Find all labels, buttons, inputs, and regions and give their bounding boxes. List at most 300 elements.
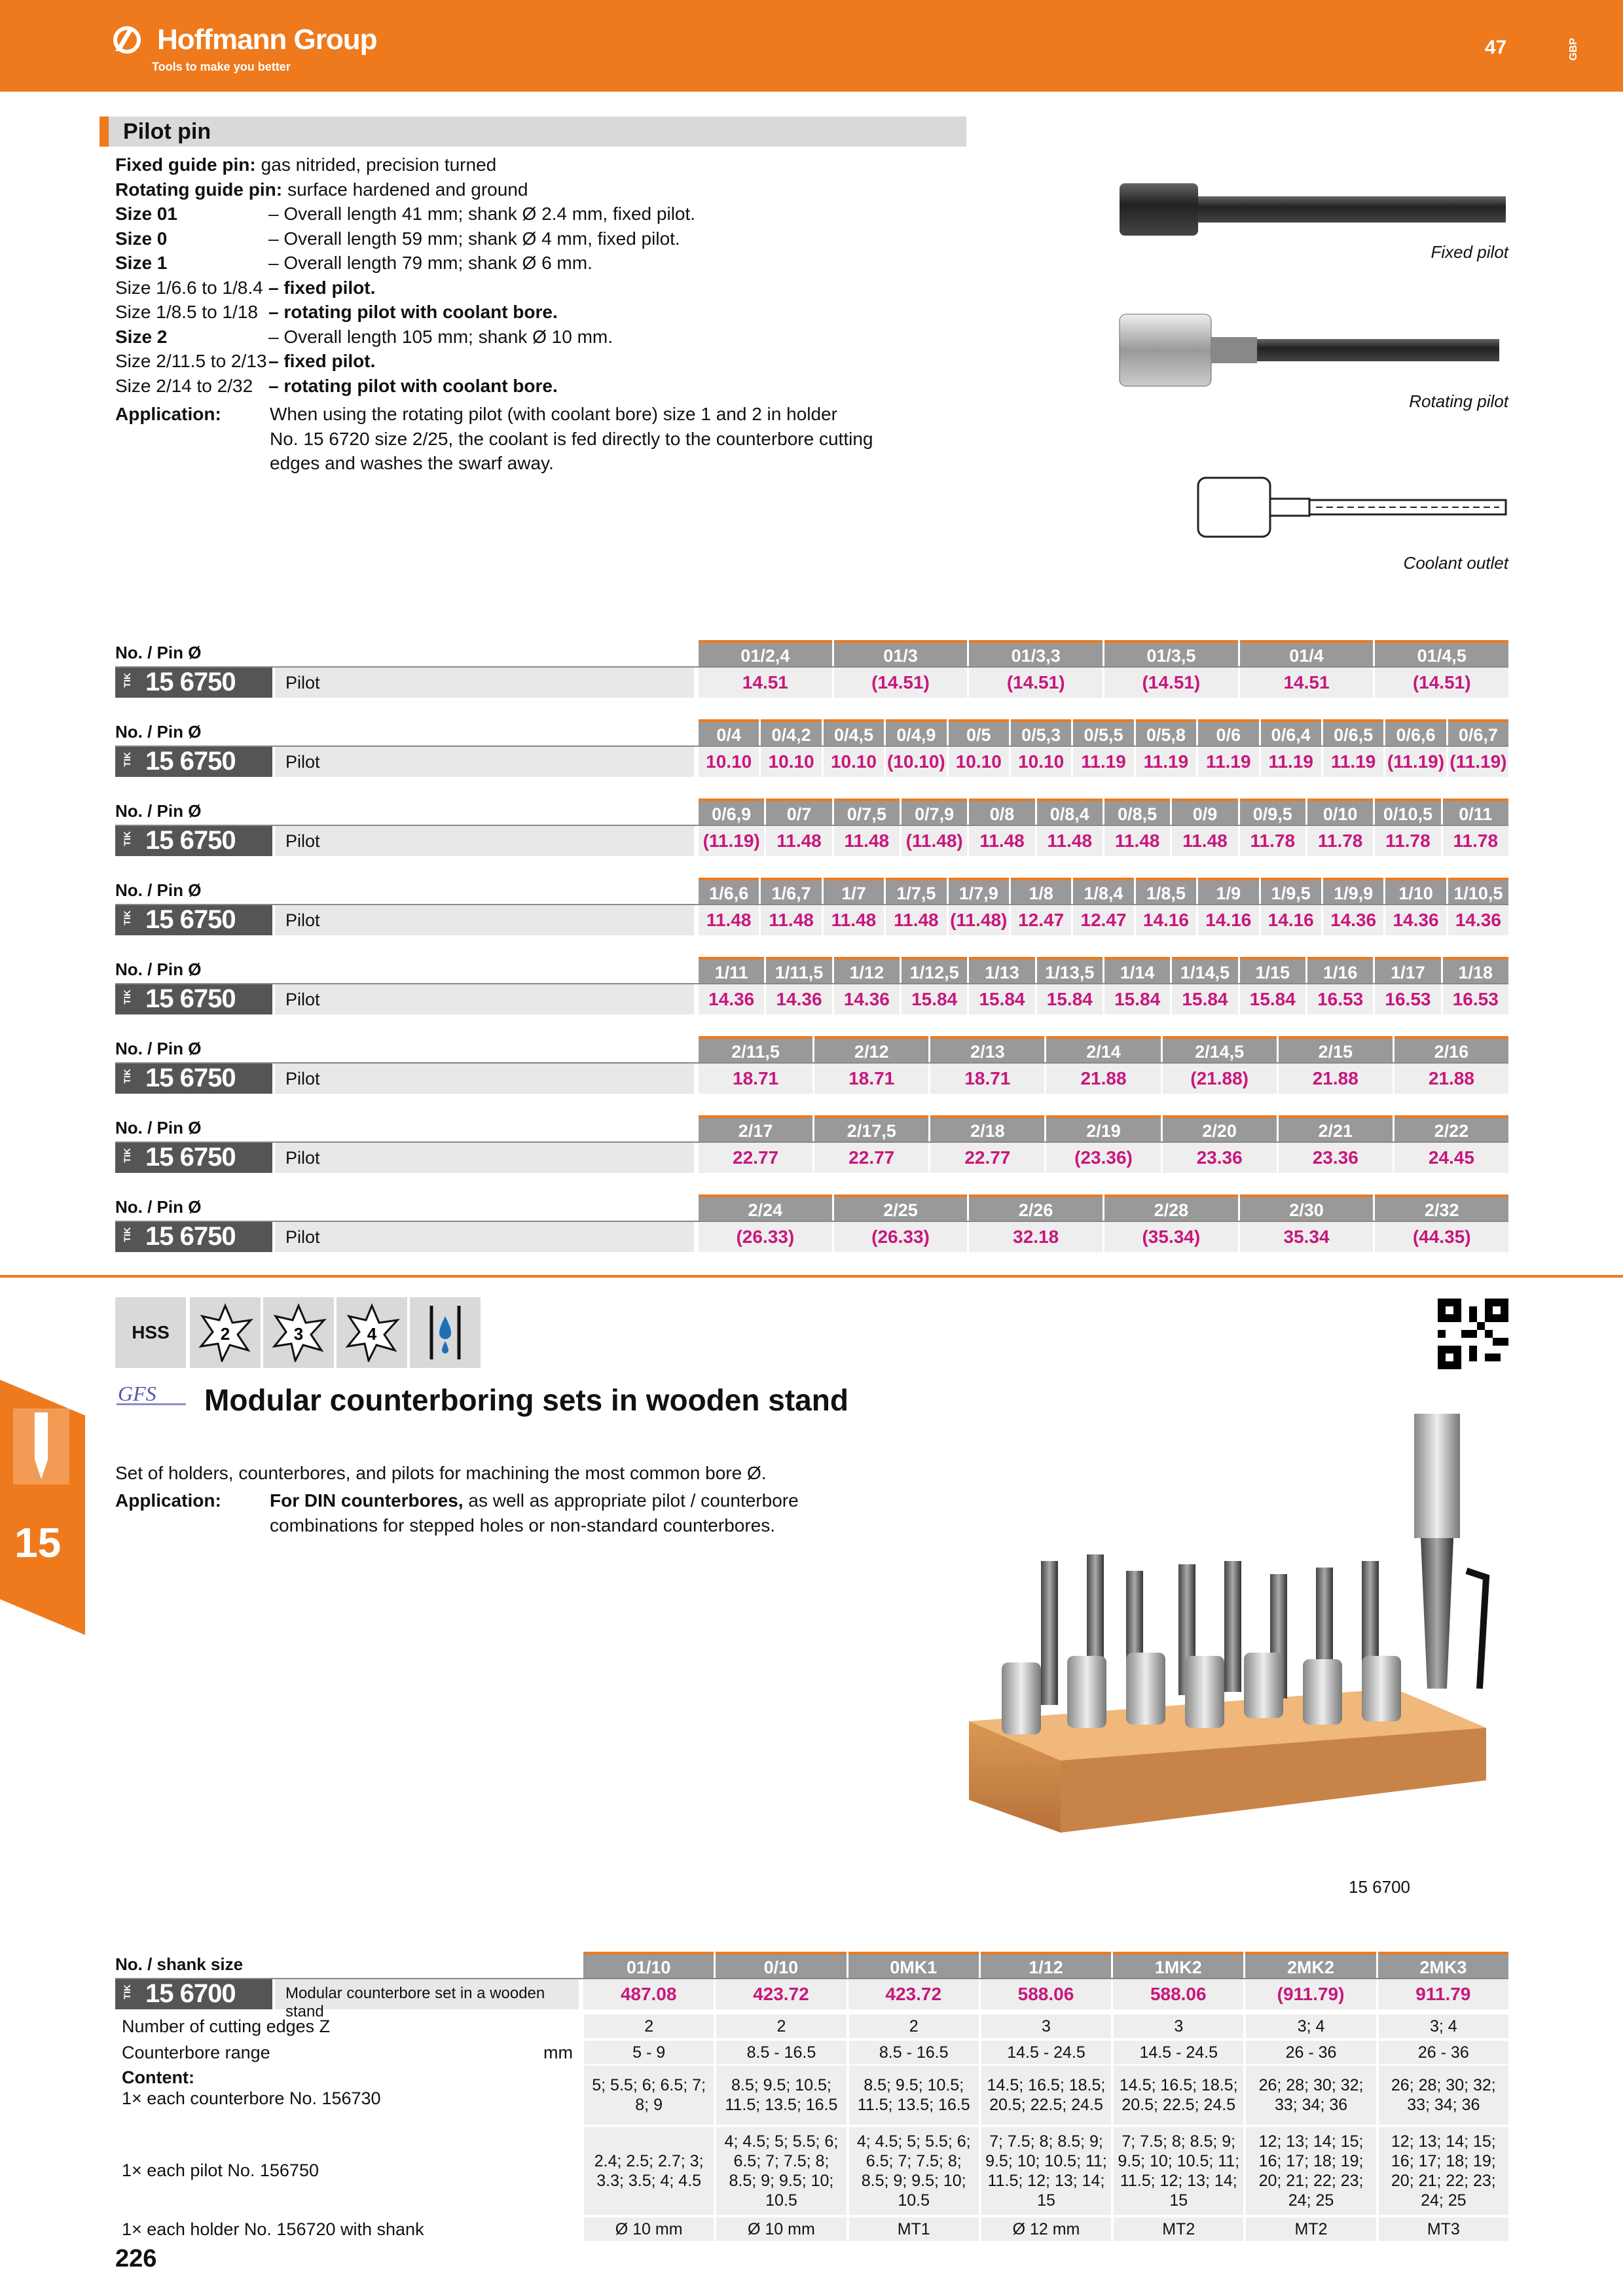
size-column[interactable] xyxy=(1323,878,1383,935)
size-column[interactable] xyxy=(1104,957,1170,1014)
size-header: 1/7 xyxy=(824,878,884,904)
size-column[interactable] xyxy=(699,640,832,698)
price-cell: 11.48 xyxy=(834,826,900,856)
spec-value: 14.5; 16.5; 18.5; 20.5; 22.5; 24.5 xyxy=(981,2066,1111,2125)
spec-value: 8.5; 9.5; 10.5; 11.5; 13.5; 16.5 xyxy=(849,2066,979,2125)
price-cell: 14.51 xyxy=(1240,668,1374,698)
price-cell: 21.88 xyxy=(1279,1064,1393,1094)
pilot-line xyxy=(115,376,993,399)
size-column[interactable] xyxy=(930,1036,1044,1094)
size-column[interactable] xyxy=(1172,957,1237,1014)
size-column[interactable] xyxy=(1375,798,1440,856)
size-column[interactable] xyxy=(761,719,821,777)
size-column[interactable] xyxy=(1104,798,1170,856)
size-header: 0/6,5 xyxy=(1323,719,1383,745)
size-column[interactable] xyxy=(1375,1194,1508,1252)
pilot-line-key: Size 01 xyxy=(115,204,177,224)
size-header: 0/9,5 xyxy=(1240,798,1305,825)
spec-value: 5; 5.5; 6; 6.5; 7; 8; 9 xyxy=(584,2066,714,2125)
order-number-cell[interactable] xyxy=(115,905,272,935)
size-column[interactable] xyxy=(969,640,1103,698)
spec-values xyxy=(581,2015,1508,2038)
size-column[interactable] xyxy=(1240,1194,1374,1252)
size-column[interactable] xyxy=(1136,719,1196,777)
price-cell: (26.33) xyxy=(834,1222,968,1252)
product-desc-cell xyxy=(275,905,694,935)
table-header-label: No. / Pin Ø xyxy=(115,1039,202,1058)
order-number: 15 6750 xyxy=(145,1222,236,1251)
order-tab-label: TIK xyxy=(122,1227,132,1242)
size-column[interactable] xyxy=(969,1194,1103,1252)
pilot-line xyxy=(115,453,993,476)
price-cell: 15.84 xyxy=(1104,984,1170,1014)
price-cell: 588.06 xyxy=(981,1979,1111,2009)
size-column[interactable] xyxy=(1279,1115,1393,1173)
size-column[interactable] xyxy=(1046,1036,1160,1094)
size-column[interactable] xyxy=(1011,878,1071,935)
pilot-line-key: Size 1 xyxy=(115,253,168,273)
size-column[interactable] xyxy=(834,798,900,856)
price-cell: 32.18 xyxy=(969,1222,1103,1252)
spec-value: 3; 4 xyxy=(1246,2015,1376,2038)
spec-row xyxy=(115,2015,1508,2038)
price-cell: 11.78 xyxy=(1307,826,1373,856)
spec-values xyxy=(581,2127,1508,2215)
size-column[interactable] xyxy=(949,719,1009,777)
price-cell: 14.51 xyxy=(699,668,832,698)
size-header: 2/30 xyxy=(1240,1194,1374,1221)
order-number-cell[interactable] xyxy=(115,747,272,777)
size-header: 0/11 xyxy=(1443,798,1508,825)
spec-label: Counterbore range xyxy=(122,2043,270,2062)
size-column[interactable] xyxy=(1104,1194,1238,1252)
price-table xyxy=(115,1194,1508,1253)
drill-icon xyxy=(12,1407,71,1486)
size-column[interactable] xyxy=(902,798,967,856)
size-column[interactable] xyxy=(766,957,831,1014)
spec-value: 2 xyxy=(849,2015,979,2038)
shank-column[interactable] xyxy=(716,1952,846,2009)
size-column[interactable] xyxy=(1307,957,1373,1014)
modular-set-title: Modular counterboring sets in wooden stand xyxy=(204,1383,848,1417)
size-column[interactable] xyxy=(969,798,1034,856)
size-header: 1/8,5 xyxy=(1136,878,1196,904)
shank-header: 1MK2 xyxy=(1113,1952,1243,1978)
size-column[interactable] xyxy=(1323,719,1383,777)
price-cell: 588.06 xyxy=(1113,1979,1243,2009)
price-cell: 16.53 xyxy=(1307,984,1373,1014)
size-column[interactable] xyxy=(1011,719,1071,777)
price-cell: 18.71 xyxy=(814,1064,928,1094)
price-cell: 11.48 xyxy=(1037,826,1103,856)
price-cell: 11.78 xyxy=(1375,826,1440,856)
size-header: 0/6 xyxy=(1198,719,1258,745)
size-header: 2/21 xyxy=(1279,1115,1393,1141)
modular-app-text xyxy=(270,1488,799,1513)
product-desc-cell xyxy=(275,747,694,777)
order-tab-label: TIK xyxy=(122,910,132,925)
size-column[interactable] xyxy=(834,1194,968,1252)
price-cell: 15.84 xyxy=(1240,984,1305,1014)
size-header: 0/6,6 xyxy=(1385,719,1446,745)
size-header: 2/17 xyxy=(699,1115,812,1141)
size-header: 1/8 xyxy=(1011,878,1071,904)
size-column[interactable] xyxy=(902,957,967,1014)
size-column[interactable] xyxy=(1385,719,1446,777)
svg-text:GFS: GFS xyxy=(118,1382,156,1405)
size-column[interactable] xyxy=(1261,878,1321,935)
spec-value: 14.5; 16.5; 18.5; 20.5; 22.5; 24.5 xyxy=(1114,2066,1243,2125)
price-cell: 22.77 xyxy=(699,1143,812,1173)
size-column[interactable] xyxy=(699,1194,832,1252)
price-cell: 10.10 xyxy=(1011,747,1071,777)
size-header: 2/17,5 xyxy=(814,1115,928,1141)
brand-logo[interactable] xyxy=(113,24,377,56)
size-column[interactable] xyxy=(1046,1115,1160,1173)
order-number-cell[interactable] xyxy=(115,826,272,856)
size-column[interactable] xyxy=(834,640,968,698)
price-cell: 18.71 xyxy=(930,1064,1044,1094)
spec-label: Content: xyxy=(122,2068,194,2087)
spec-value: MT1 xyxy=(849,2217,979,2241)
spec-value: 7; 7.5; 8; 8.5; 9; 9.5; 10; 10.5; 11; 11.5; 12; 13; 14; 15 xyxy=(1114,2127,1243,2215)
shank-column[interactable] xyxy=(848,1952,979,2009)
qr-code[interactable] xyxy=(1438,1299,1508,1369)
spec-label-secondary: 1× each counterbore No. 156730 xyxy=(122,2089,381,2108)
spec-value: Ø 12 mm xyxy=(981,2217,1111,2241)
size-header: 1/6,7 xyxy=(761,878,821,904)
product-desc-cell xyxy=(275,1979,579,2020)
spec-value: 8.5 - 16.5 xyxy=(716,2041,846,2064)
size-column[interactable] xyxy=(1443,957,1508,1014)
shank-columns xyxy=(581,1952,1508,2009)
size-header: 1/9 xyxy=(1198,878,1258,904)
product-desc: Pilot xyxy=(285,1148,320,1168)
size-column[interactable] xyxy=(1385,878,1446,935)
price-cell: 11.19 xyxy=(1323,747,1383,777)
price-cell: 15.84 xyxy=(969,984,1034,1014)
pilot-line-value: edges and washes the swarf away. xyxy=(270,453,554,473)
size-column[interactable] xyxy=(1104,640,1238,698)
spec-row xyxy=(115,2217,1508,2241)
price-cell: 11.48 xyxy=(824,905,884,935)
fixed-pilot-image xyxy=(1113,177,1519,242)
price-cell: 21.88 xyxy=(1395,1064,1508,1094)
size-header: 1/13,5 xyxy=(1037,957,1103,983)
spec-values xyxy=(581,2041,1508,2064)
spec-label: 1× each pilot No. 156750 xyxy=(122,2161,319,2180)
size-column[interactable] xyxy=(1240,798,1305,856)
spec-values xyxy=(581,2217,1508,2241)
size-column[interactable] xyxy=(699,798,764,856)
spec-value: MT2 xyxy=(1246,2217,1376,2241)
size-column[interactable] xyxy=(1279,1036,1393,1094)
spec-value: 12; 13; 14; 15; 16; 17; 18; 19; 20; 21; 22; 23; 24; 25 xyxy=(1379,2127,1508,2215)
modular-app-rest: as well as appropriate pilot / counterbore xyxy=(463,1490,799,1511)
table-header-label: No. / Pin Ø xyxy=(115,960,202,979)
price-cell: (23.36) xyxy=(1046,1143,1160,1173)
size-column[interactable] xyxy=(930,1115,1044,1173)
price-cell: (14.51) xyxy=(1375,668,1508,698)
spec-row xyxy=(115,2127,1508,2215)
size-column[interactable] xyxy=(1163,1036,1277,1094)
price-cell: 12.47 xyxy=(1073,905,1133,935)
size-header: 1/13 xyxy=(969,957,1034,983)
order-number-cell[interactable] xyxy=(115,984,272,1014)
order-tab-label: TIK xyxy=(122,673,132,688)
size-header: 01/4 xyxy=(1240,640,1374,666)
pilot-line xyxy=(115,228,993,252)
spec-value: Ø 10 mm xyxy=(716,2217,846,2241)
size-header: 1/11,5 xyxy=(766,957,831,983)
price-cell: 487.08 xyxy=(583,1979,714,2009)
price-cell: 11.19 xyxy=(1136,747,1196,777)
shank-header: 2MK3 xyxy=(1378,1952,1508,1978)
price-cell: 10.10 xyxy=(761,747,821,777)
size-column[interactable] xyxy=(699,1115,812,1173)
size-header: 2/11,5 xyxy=(699,1036,812,1062)
size-header: 0/5,5 xyxy=(1073,719,1133,745)
size-column[interactable] xyxy=(1073,878,1133,935)
size-column[interactable] xyxy=(1240,640,1374,698)
chapter-number: 15 xyxy=(14,1519,62,1566)
price-cell: 10.10 xyxy=(824,747,884,777)
product-desc: Pilot xyxy=(285,752,320,772)
order-tab-label: TIK xyxy=(122,831,132,846)
shank-column[interactable] xyxy=(1245,1952,1376,2009)
price-cell: 10.10 xyxy=(949,747,1009,777)
size-column[interactable] xyxy=(761,878,821,935)
size-column[interactable] xyxy=(824,878,884,935)
spec-value: 2 xyxy=(716,2015,846,2038)
size-column[interactable] xyxy=(699,1036,812,1094)
spec-value: 3 xyxy=(981,2015,1111,2038)
size-column[interactable] xyxy=(1375,640,1508,698)
price-cell: 11.19 xyxy=(1073,747,1133,777)
price-cell: 15.84 xyxy=(902,984,967,1014)
size-header: 2/20 xyxy=(1163,1115,1277,1141)
pilot-line xyxy=(115,204,993,227)
order-number-cell[interactable] xyxy=(115,1143,272,1173)
price-table xyxy=(115,1036,1508,1095)
spec-value: 26 - 36 xyxy=(1379,2041,1508,2064)
spec-value: 2 xyxy=(584,2015,714,2038)
size-columns xyxy=(697,878,1508,935)
shank-column[interactable] xyxy=(1378,1952,1508,2009)
price-cell: 14.16 xyxy=(1198,905,1258,935)
pilot-line-key: Rotating guide pin: xyxy=(115,179,283,200)
shank-column[interactable] xyxy=(583,1952,714,2009)
pilot-line-value: – Overall length 41 mm; shank Ø 2.4 mm, fixed pilot. xyxy=(268,204,696,224)
size-column[interactable] xyxy=(1037,957,1103,1014)
product-desc: Pilot xyxy=(285,831,320,851)
flutes-4-icon xyxy=(337,1297,407,1368)
size-column[interactable] xyxy=(1443,798,1508,856)
size-column[interactable] xyxy=(1037,798,1103,856)
size-header: 2/12 xyxy=(814,1036,928,1062)
size-column[interactable] xyxy=(1172,798,1237,856)
price-cell: (14.51) xyxy=(1104,668,1238,698)
price-cell: 15.84 xyxy=(1172,984,1237,1014)
pilot-line-value: – Overall length 79 mm; shank Ø 6 mm. xyxy=(268,253,593,273)
table-header-label: No. / Pin Ø xyxy=(115,722,202,742)
modular-app-line2: combinations for stepped holes or non-standard counterbores. xyxy=(270,1515,776,1535)
size-header: 0/6,7 xyxy=(1448,719,1508,745)
size-column[interactable] xyxy=(1198,719,1258,777)
size-header: 0/8,5 xyxy=(1104,798,1170,825)
size-header: 2/13 xyxy=(930,1036,1044,1062)
price-cell: 11.48 xyxy=(1104,826,1170,856)
size-column[interactable] xyxy=(699,719,759,777)
pilot-line-key: Size 1/6.6 to 1/8.4 xyxy=(115,277,263,298)
price-cell: 11.78 xyxy=(1443,826,1508,856)
size-column[interactable] xyxy=(1375,957,1440,1014)
size-header: 2/32 xyxy=(1375,1194,1508,1221)
order-number-cell[interactable] xyxy=(115,1064,272,1094)
set-table-head xyxy=(115,1952,1508,2020)
order-number-cell[interactable] xyxy=(115,1222,272,1252)
spec-value: 2.4; 2.5; 2.7; 3; 3.3; 3.5; 4; 4.5 xyxy=(584,2127,714,2215)
price-cell: (11.19) xyxy=(1448,747,1508,777)
product-desc-cell xyxy=(275,668,694,698)
price-cell: 23.36 xyxy=(1279,1143,1393,1173)
caption-fixed-pilot: Fixed pilot xyxy=(1431,242,1508,262)
size-header: 0/7 xyxy=(766,798,831,825)
size-header: 0/9 xyxy=(1172,798,1237,825)
size-column[interactable] xyxy=(1448,719,1508,777)
order-tab-label: TIK xyxy=(122,1069,132,1084)
size-header: 2/19 xyxy=(1046,1115,1160,1141)
shank-header: 2MK2 xyxy=(1245,1952,1376,1978)
price-cell: (11.19) xyxy=(699,826,764,856)
hoffmann-logo-icon xyxy=(113,25,152,55)
pilot-line-key: Size 1/8.5 to 1/18 xyxy=(115,302,258,322)
size-column[interactable] xyxy=(1448,878,1508,935)
table-header-label: No. / Pin Ø xyxy=(115,1118,202,1138)
size-header: 01/2,4 xyxy=(699,640,832,666)
size-header: 1/14,5 xyxy=(1172,957,1237,983)
size-column[interactable] xyxy=(886,719,946,777)
price-cell: 14.36 xyxy=(834,984,900,1014)
size-column[interactable] xyxy=(949,878,1009,935)
shank-column[interactable] xyxy=(1113,1952,1243,2009)
size-header: 1/10 xyxy=(1385,878,1446,904)
price-cell: 11.48 xyxy=(699,905,759,935)
pilot-line xyxy=(115,179,993,203)
pilot-line-value: – Overall length 59 mm; shank Ø 4 mm, fixed pilot. xyxy=(268,228,680,249)
size-columns xyxy=(697,640,1508,698)
svg-text:2: 2 xyxy=(220,1324,230,1344)
price-cell: 11.48 xyxy=(886,905,946,935)
price-cell: 14.36 xyxy=(1448,905,1508,935)
spec-row xyxy=(115,2066,1508,2125)
price-table xyxy=(115,957,1508,1016)
spec-values xyxy=(581,2066,1508,2125)
size-header: 2/26 xyxy=(969,1194,1103,1221)
size-header: 0/4,5 xyxy=(824,719,884,745)
price-cell: (911.79) xyxy=(1245,1979,1376,2009)
size-column[interactable] xyxy=(1395,1036,1508,1094)
pilot-line xyxy=(115,278,993,301)
size-header: 0/4,2 xyxy=(761,719,821,745)
product-desc: Pilot xyxy=(285,990,320,1009)
size-column[interactable] xyxy=(1073,719,1133,777)
size-header: 1/14 xyxy=(1104,957,1170,983)
spec-value: 26; 28; 30; 32; 33; 34; 36 xyxy=(1379,2066,1508,2125)
spec-value: 5 - 9 xyxy=(584,2041,714,2064)
size-column[interactable] xyxy=(969,957,1034,1014)
price-cell: (21.88) xyxy=(1163,1064,1277,1094)
price-cell: (11.48) xyxy=(949,905,1009,935)
size-columns xyxy=(697,957,1508,1014)
spec-value: 4; 4.5; 5; 5.5; 6; 6.5; 7; 7.5; 8; 8.5; 9; 9.5; 10; 10.5 xyxy=(716,2127,846,2215)
section-title: Pilot pin xyxy=(123,119,211,144)
table-header-label: No. / Pin Ø xyxy=(115,801,202,821)
size-column[interactable] xyxy=(766,798,831,856)
size-header: 1/17 xyxy=(1375,957,1440,983)
price-cell: (11.48) xyxy=(902,826,967,856)
size-column[interactable] xyxy=(1163,1115,1277,1173)
price-cell: 23.36 xyxy=(1163,1143,1277,1173)
size-column[interactable] xyxy=(886,878,946,935)
spec-value: Ø 10 mm xyxy=(584,2217,714,2241)
price-cell: 14.36 xyxy=(766,984,831,1014)
size-column[interactable] xyxy=(1240,957,1305,1014)
order-tab-label: TIK xyxy=(122,1148,132,1163)
spec-value: 26 - 36 xyxy=(1246,2041,1376,2064)
shank-column[interactable] xyxy=(981,1952,1111,2009)
product-desc: Modular counterbore set in a wooden stand xyxy=(285,1984,545,2020)
pilot-line-value: – rotating pilot with coolant bore. xyxy=(268,302,558,322)
spec-row xyxy=(115,2041,1508,2064)
caption-rotating-pilot: Rotating pilot xyxy=(1409,391,1508,411)
pilot-line-value: When using the rotating pilot (with coolant bore) size 1 and 2 in holder xyxy=(270,404,837,424)
size-columns xyxy=(697,719,1508,777)
price-cell: 11.48 xyxy=(1172,826,1237,856)
order-number-cell[interactable] xyxy=(115,1979,272,2009)
order-number: 15 6750 xyxy=(145,984,236,1013)
size-header: 0/8,4 xyxy=(1037,798,1103,825)
product-desc-cell xyxy=(275,1064,694,1094)
size-column[interactable] xyxy=(814,1115,928,1173)
size-column[interactable] xyxy=(699,957,764,1014)
size-column[interactable] xyxy=(824,719,884,777)
product-desc: Pilot xyxy=(285,1227,320,1247)
price-cell: 18.71 xyxy=(699,1064,812,1094)
size-header: 01/3 xyxy=(834,640,968,666)
pilot-line-value: No. 15 6720 size 2/25, the coolant is fed directly to the counterbore cutting xyxy=(270,428,873,449)
pilot-line xyxy=(115,154,993,178)
size-column[interactable] xyxy=(699,878,759,935)
pilot-line-key: Fixed guide pin: xyxy=(115,154,256,175)
size-header: 1/18 xyxy=(1443,957,1508,983)
pilot-line-value: – fixed pilot. xyxy=(268,277,376,298)
size-column[interactable] xyxy=(1198,878,1258,935)
price-cell: (14.51) xyxy=(969,668,1103,698)
size-header: 1/12,5 xyxy=(902,957,967,983)
size-column[interactable] xyxy=(1307,798,1373,856)
table-header-label: No. / Pin Ø xyxy=(115,643,202,662)
size-column[interactable] xyxy=(1395,1115,1508,1173)
order-number-cell[interactable] xyxy=(115,668,272,698)
spec-value: 8.5; 9.5; 10.5; 11.5; 13.5; 16.5 xyxy=(716,2066,846,2125)
size-column[interactable] xyxy=(834,957,900,1014)
size-column[interactable] xyxy=(1136,878,1196,935)
price-cell: (44.35) xyxy=(1375,1222,1508,1252)
order-number: 15 6750 xyxy=(145,905,236,934)
size-column[interactable] xyxy=(814,1036,928,1094)
size-column[interactable] xyxy=(1261,719,1321,777)
